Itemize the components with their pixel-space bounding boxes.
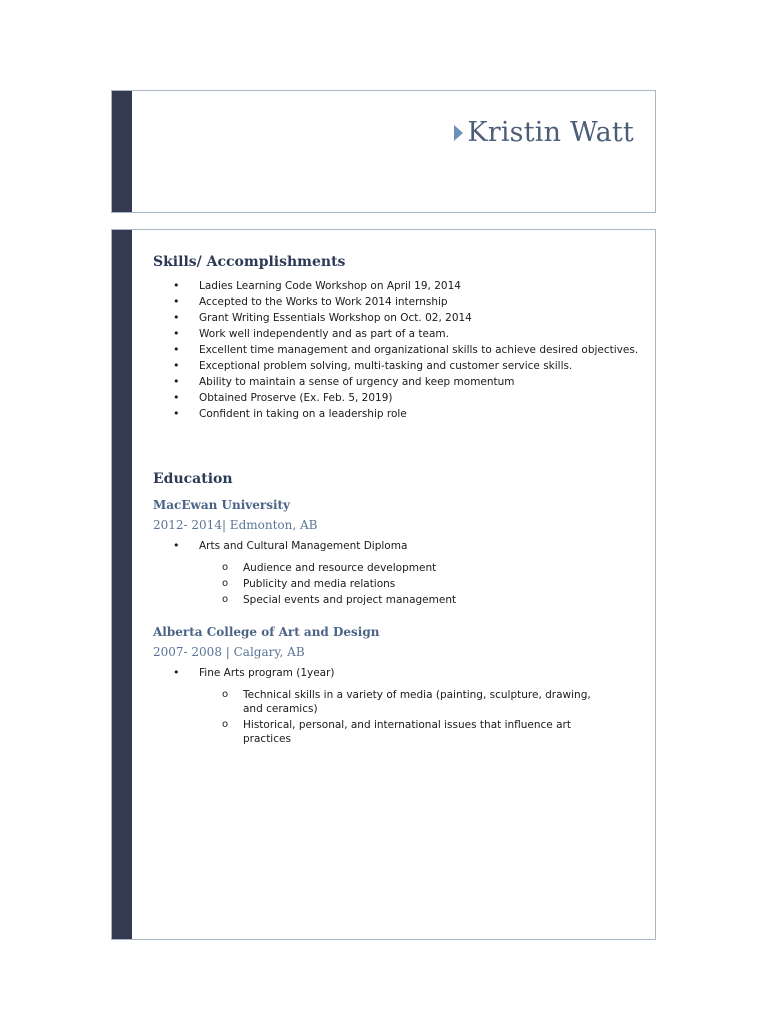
- program-detail: o Technical skills in a variety of media (painting, sculpture, drawing, and ceramics): [153, 688, 645, 716]
- skill-item: • Exceptional problem solving, multi-tasking and customer service skills.: [153, 358, 645, 374]
- name-block: [454, 117, 634, 148]
- school-dates-location: 2012- 2014| Edmonton, AB: [153, 518, 318, 532]
- header-panel: [111, 90, 656, 213]
- skill-item: • Ability to maintain a sense of urgency and keep momentum: [153, 374, 645, 390]
- skill-item: • Grant Writing Essentials Workshop on Oct. 02, 2014: [153, 310, 645, 326]
- candidate-name: Kristin Watt: [467, 117, 634, 148]
- program-detail: o Audience and resource development: [153, 561, 645, 575]
- program-detail: o Publicity and media relations: [153, 577, 645, 591]
- triangle-marker-icon: [454, 125, 463, 141]
- education-heading: Education: [153, 471, 233, 487]
- skill-item: • Ladies Learning Code Workshop on April 19, 2014: [153, 278, 645, 294]
- program-detail: o Special events and project management: [153, 593, 645, 607]
- skill-item: • Excellent time management and organizational skills to achieve desired objectives.: [153, 342, 645, 358]
- program-detail: o Historical, personal, and international issues that influence art practices: [153, 718, 645, 746]
- program-list: [153, 665, 645, 681]
- skill-item: • Obtained Proserve (Ex. Feb. 5, 2019): [153, 390, 645, 406]
- program-details-list: [153, 561, 645, 609]
- program-list: [153, 538, 645, 554]
- header-accent-bar: [112, 91, 132, 212]
- program-item: • Arts and Cultural Management Diploma: [153, 538, 645, 554]
- program-item: • Fine Arts program (1year): [153, 665, 645, 681]
- body-accent-bar: [112, 230, 132, 939]
- skill-item: • Accepted to the Works to Work 2014 internship: [153, 294, 645, 310]
- skill-item: • Confident in taking on a leadership role: [153, 406, 645, 422]
- resume-body-panel: [111, 229, 656, 940]
- school-dates-location: 2007- 2008 | Calgary, AB: [153, 645, 305, 659]
- skills-list: [153, 278, 645, 422]
- skill-item: • Work well independently and as part of a team.: [153, 326, 645, 342]
- program-details-list: [153, 688, 645, 748]
- skills-heading: Skills/ Accomplishments: [153, 254, 346, 270]
- school-name: MacEwan University: [153, 498, 291, 512]
- school-name: Alberta College of Art and Design: [153, 625, 380, 639]
